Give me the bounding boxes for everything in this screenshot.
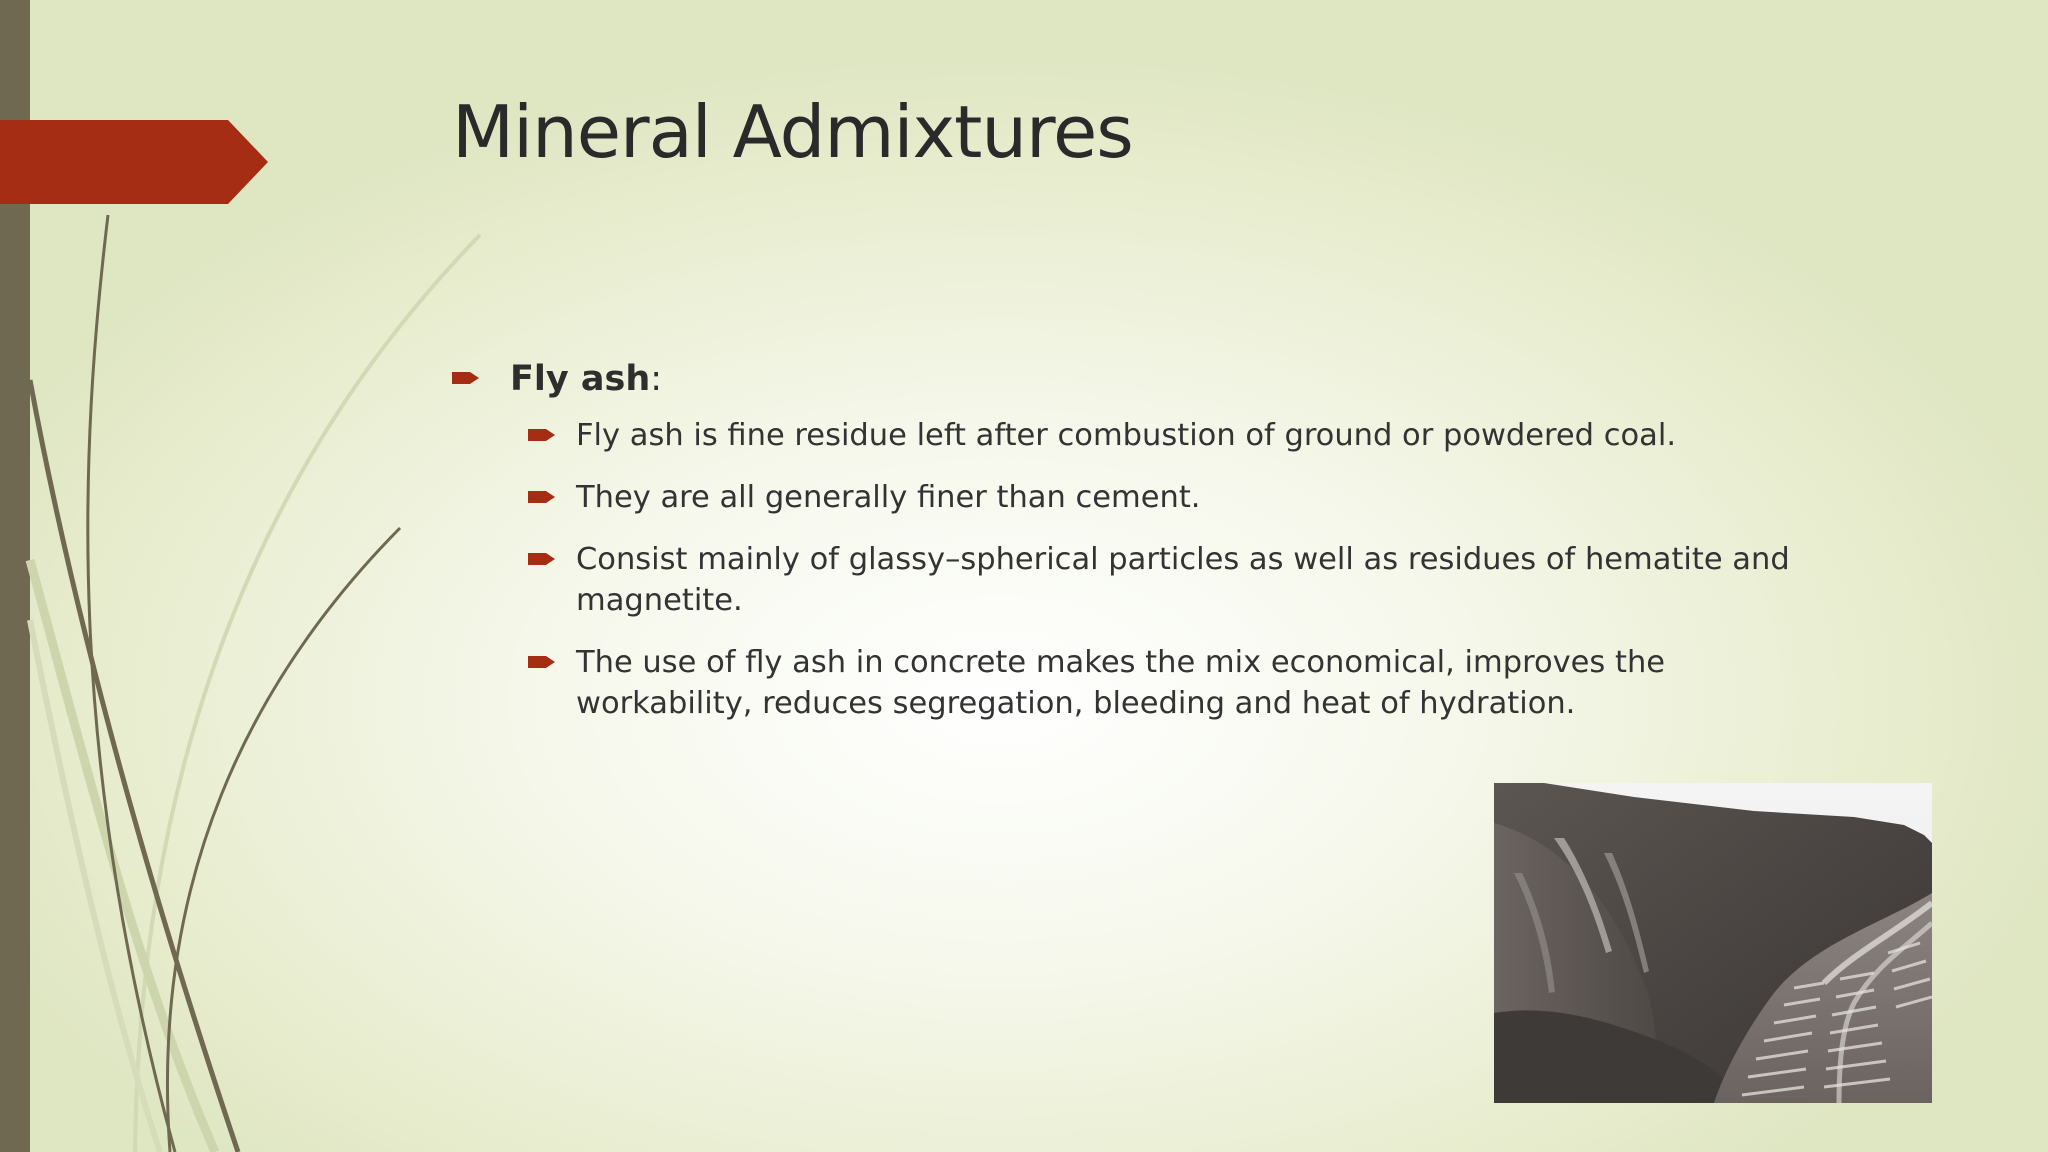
- slide-content: [452, 355, 1832, 745]
- heading-text: [510, 355, 662, 403]
- bullet-text: Fly ash is fine residue left after combustion of ground or powdered coal.: [576, 418, 1677, 453]
- arrow-bullet-icon: [452, 371, 480, 385]
- arrow-bullet-icon: [528, 552, 556, 566]
- fly-ash-deposit-photo: [1494, 783, 1932, 1103]
- heading-label: Fly ash: [510, 359, 651, 399]
- bullet-text: Consist mainly of glassy–spherical particles as well as residues of hematite and magnetite.: [576, 542, 1790, 618]
- bullet-text: The use of fly ash in concrete makes the mix economical, improves the workability, reduces segregation, bleeding and heat of hydration.: [576, 645, 1666, 721]
- bullet-item: [528, 642, 1832, 724]
- bullet-text: They are all generally finer than cement.: [576, 480, 1201, 515]
- title-arrow-banner: [0, 120, 268, 204]
- arrow-bullet-icon: [528, 428, 556, 442]
- arrow-bullet-icon: [528, 490, 556, 504]
- bullet-item: [528, 477, 1832, 518]
- heading-suffix: :: [650, 359, 663, 399]
- arrow-bullet-icon: [528, 655, 556, 669]
- slide-title: Mineral Admixtures: [452, 90, 1133, 174]
- bullet-item: [528, 415, 1832, 456]
- bullet-item: [528, 539, 1832, 621]
- heading-item: [452, 355, 1832, 403]
